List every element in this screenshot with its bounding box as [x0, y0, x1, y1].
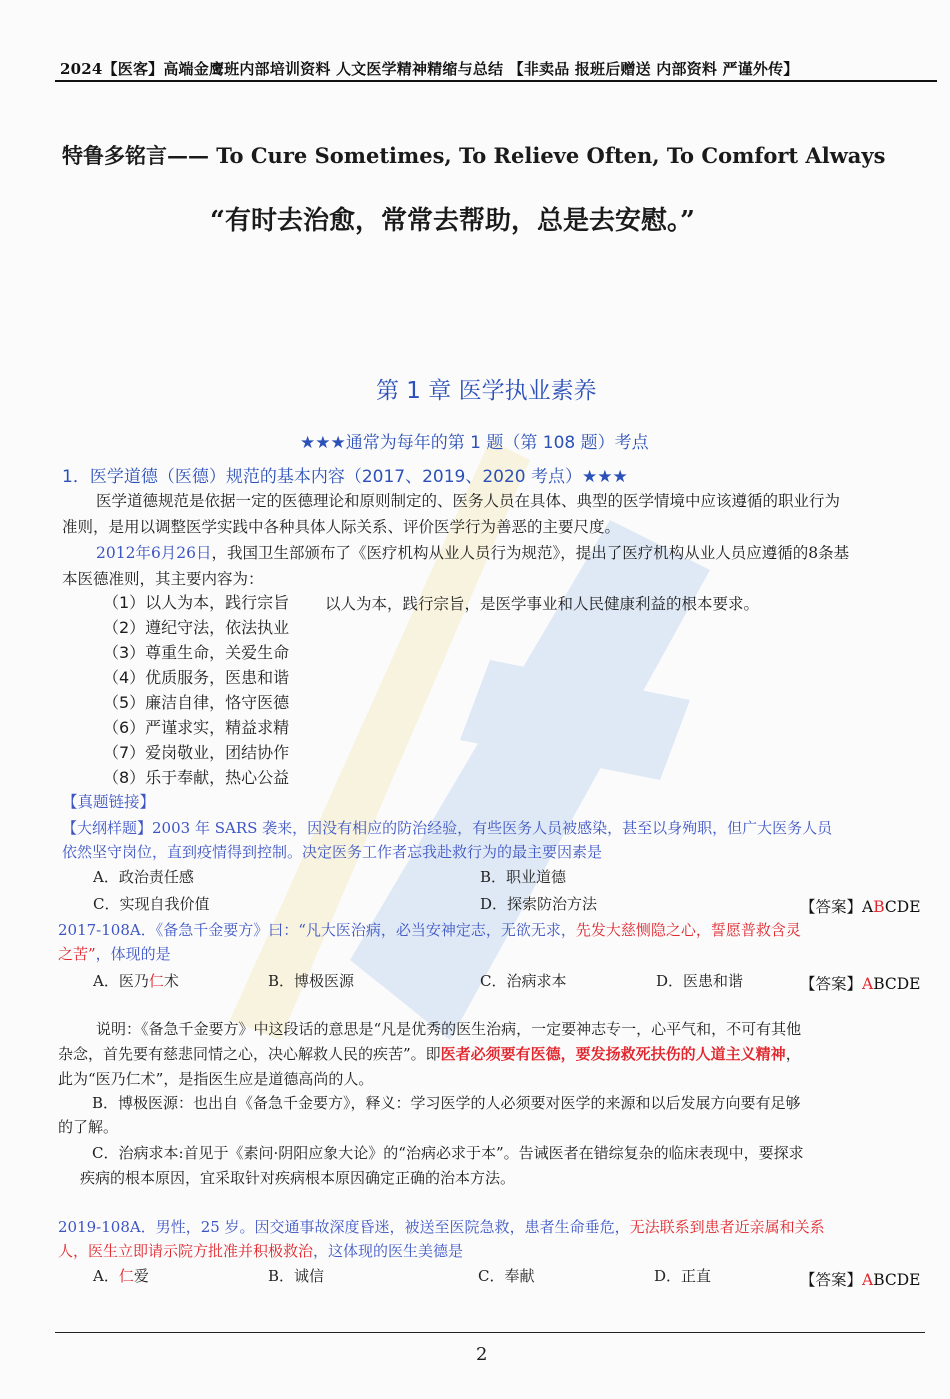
principle-item: （2）遵纪守法，依法执业 [103, 618, 290, 637]
explanation-line: 此为“医乃仁术”，是指医生应是道德高尚的人。 [58, 1070, 374, 1088]
explanation-line: 的了解。 [58, 1118, 119, 1136]
principle-note: 以人为本，践行宗旨，是医学事业和人民健康利益的根本要求。 [325, 595, 760, 613]
explanation-line: C．治病求本:首见于《素问·阴阳应象大论》的“治病必求于本”。告诫医者在错综复杂的临床表现中，要探求 [92, 1144, 804, 1162]
question-text: 依然坚守岗位，直到疫情得到控制。决定医务工作者忘我赴救行为的最主要因素是 [62, 843, 603, 861]
answer: 【答案】ABCDE [800, 975, 921, 993]
principle-item: （3）尊重生命，关爱生命 [103, 643, 290, 662]
principle-item: （7）爱岗敬业，团结协作 [103, 743, 290, 762]
page-number: 2 [476, 1344, 488, 1365]
explanation-line: 杂念，首先要有慈悲同情之心，决心解救人民的疾苦”。即医者必须要有医德，要发扬救死扶伤的人道主义精神， [58, 1045, 801, 1063]
option-b: B．诚信 [268, 1267, 325, 1285]
document-header: 2024【医客】高端金鹰班内部培训资料 人文医学精神精缩与总结 【非卖品 报班后赠送 内部资料 严谨外传】 [60, 60, 799, 78]
question-text: 2017-108A．《备急千金要方》曰：“凡大医治病，必当安神定志，无欲无求，先发大慈恻隐之心，誓愿普救含灵 [58, 921, 801, 939]
option-d: D．医患和谐 [656, 972, 744, 990]
option-c: C．奉献 [478, 1267, 535, 1285]
exam-link-label: 【真题链接】 [62, 793, 156, 811]
option-b: B．职业道德 [480, 868, 567, 886]
trudeau-motto: 特鲁多铭言—— To Cure Sometimes, To Relieve Often, To Comfort Always [62, 143, 886, 168]
exam-frequency-note: ★★★通常为每年的第 1 题（第 108 题）考点 [300, 433, 649, 453]
option-a: A．医乃仁术 [93, 972, 179, 990]
option-d: D．正直 [654, 1267, 712, 1285]
option-c: C．实现自我价值 [93, 895, 210, 913]
chapter-title: 第 1 章 医学执业素养 [376, 378, 597, 404]
paragraph-line: 2012年6月26日，我国卫生部颁布了《医疗机构从业人员行为规范》，提出了医疗机构从业人员应遵循的8条基 [96, 544, 850, 562]
motto-quote: “有时去治愈，常常去帮助，总是去安慰。” [210, 206, 695, 236]
question-text: 人，医生立即请示院方批准并积极救治，这体现的医生美德是 [58, 1242, 464, 1260]
paragraph-line: 医学道德规范是依据一定的医德理论和原则制定的、医务人员在具体、典型的医学情境中应该遵循的职业行为 [96, 492, 841, 510]
principle-item: （8）乐于奉献，热心公益 [103, 768, 290, 787]
paragraph-line: 本医德准则，其主要内容为： [62, 570, 264, 588]
paragraph-line: 准则，是用以调整医学实践中各种具体人际关系、评价医学行为善恶的主要尺度。 [62, 518, 621, 536]
option-a: A．仁爱 [93, 1267, 149, 1285]
explanation-line: B．博极医源：也出自《备急千金要方》，释义：学习医学的人必须要对医学的来源和以后发展方向要有足够 [92, 1094, 801, 1112]
option-d: D．探索防治方法 [480, 895, 598, 913]
principle-item: （6）严谨求实，精益求精 [103, 718, 290, 737]
date-highlight: 2012年6月26日 [96, 544, 212, 562]
explanation-line: 疾病的根本原因，宜采取针对疾病根本原因确定正确的治本方法。 [80, 1169, 516, 1187]
question-text: 【大纲样题】2003 年 SARS 袭来，因没有相应的防治经验，有些医务人员被感染，甚至以身殉职，但广大医务人员 [62, 819, 833, 837]
footer-rule [55, 1332, 925, 1333]
explanation-line: 说明：《备急千金要方》中这段话的意思是“凡是优秀的医生治病，一定要神志专一，心平气和，不可有其他 [96, 1020, 802, 1038]
principle-item: （1）以人为本，践行宗旨 [103, 593, 290, 612]
principle-item: （5）廉洁自律，恪守医德 [103, 693, 290, 712]
option-a: A．政治责任感 [93, 868, 194, 886]
option-b: B．博极医源 [268, 972, 355, 990]
section-heading: 1．医学道德（医德）规范的基本内容（2017、2019、2020 考点）★★★ [62, 467, 628, 487]
answer: 【答案】ABCDE [800, 1271, 921, 1289]
question-text: 2019-108A．男性，25 岁。因交通事故深度昏迷，被送至医院急救，患者生命垂危，无法联系到患者近亲属和关系 [58, 1218, 825, 1236]
option-c: C．治病求本 [480, 972, 567, 990]
question-text: 之苦”，体现的是 [58, 945, 171, 963]
principle-item: （4）优质服务，医患和谐 [103, 668, 290, 687]
header-rule [55, 80, 937, 82]
answer: 【答案】ABCDE [800, 898, 921, 916]
